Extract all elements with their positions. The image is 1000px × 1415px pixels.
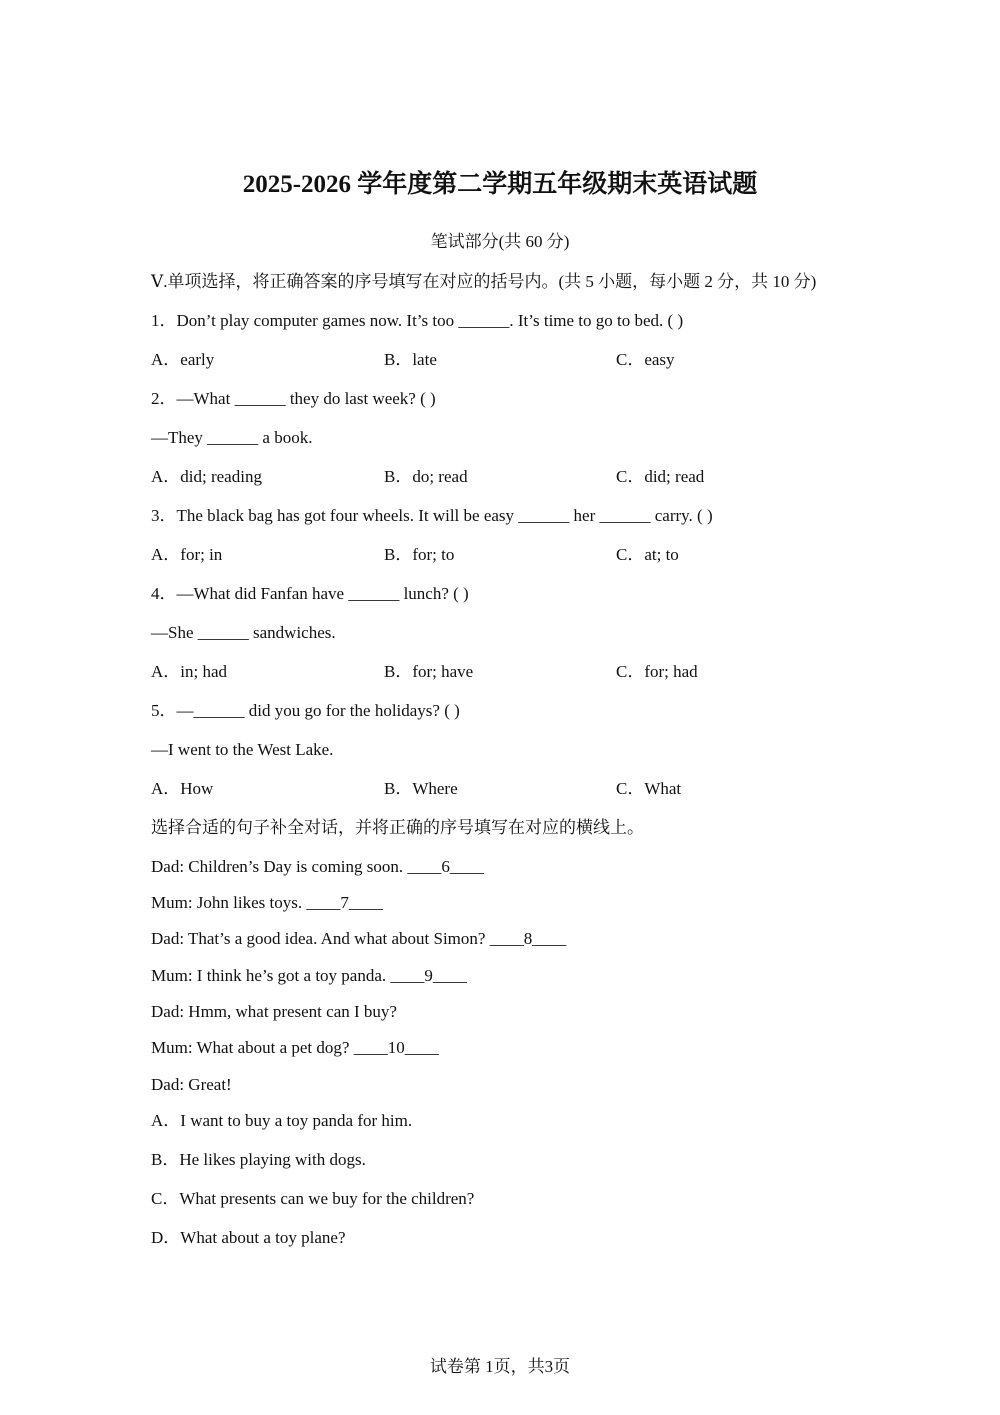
dialogue-line: Mum: What about a pet dog? ____10____ <box>151 1038 439 1057</box>
exam-subtitle: 笔试部分(共 60 分) <box>430 232 570 251</box>
dialogue-line: Mum: I think he’s got a toy panda. ____9____ <box>151 966 467 985</box>
question-3-option-a: A．for; in <box>151 545 223 564</box>
dialogue-line: Dad: Children’s Day is coming soon. ____6____ <box>151 857 484 876</box>
question-4-reply: —She ______ sandwiches. <box>151 623 336 642</box>
dialogue-line: Dad: That’s a good idea. And what about Simon? ____8____ <box>151 929 567 948</box>
question-5-option-b: B．Where <box>384 779 458 798</box>
question-2-option-b: B．do; read <box>384 467 468 486</box>
question-2-reply: —They ______ a book. <box>151 428 313 447</box>
question-3-stem: 3．The black bag has got four wheels. It will be easy ______ her ______ carry. ( ) <box>151 506 713 525</box>
dialogue-option-c: C．What presents can we buy for the children? <box>151 1189 475 1208</box>
question-2-option-a: A．did; reading <box>151 467 262 486</box>
dialogue-option-d: D．What about a toy plane? <box>151 1228 346 1247</box>
page-footer: 试卷第 1页，共3页 <box>429 1357 571 1376</box>
dialogue-option-b: B．He likes playing with dogs. <box>151 1150 366 1169</box>
question-1-option-a: A．early <box>151 350 215 369</box>
question-4-option-a: A．in; had <box>151 662 228 681</box>
dialogue-heading: 选择合适的句子补全对话，并将正确的序号填写在对应的横线上。 <box>151 818 644 837</box>
question-2-stem: 2．—What ______ they do last week? ( ) <box>151 389 436 408</box>
dialogue-line: Dad: Great! <box>151 1075 232 1094</box>
question-3-option-c: C．at; to <box>616 545 679 564</box>
dialogue-line: Mum: John likes toys. ____7____ <box>151 893 383 912</box>
question-1-option-c: C．easy <box>616 350 675 369</box>
question-5-stem: 5．—______ did you go for the holidays? ( ) <box>151 701 460 720</box>
question-4-stem: 4．—What did Fanfan have ______ lunch? ( ) <box>151 584 469 603</box>
question-1-stem: 1．Don’t play computer games now. It’s too ______. It’s time to go to bed. ( ) <box>151 311 684 330</box>
question-3-option-b: B．for; to <box>384 545 455 564</box>
question-1-option-b: B．late <box>384 350 437 369</box>
section-heading: Ⅴ.单项选择，将正确答案的序号填写在对应的括号内。(共 5 小题，每小题 2 分，共 10 分) <box>151 272 817 291</box>
question-5-option-a: A．How <box>151 779 214 798</box>
question-4-option-c: C．for; had <box>616 662 698 681</box>
question-4-option-b: B．for; have <box>384 662 474 681</box>
dialogue-line: Dad: Hmm, what present can I buy? <box>151 1002 397 1021</box>
dialogue-option-a: A．I want to buy a toy panda for him. <box>151 1111 413 1130</box>
question-2-option-c: C．did; read <box>616 467 705 486</box>
exam-title: 2025-2026 学年度第二学期五年级期末英语试题 <box>242 171 758 198</box>
question-5-reply: —I went to the West Lake. <box>151 740 334 759</box>
question-5-option-c: C．What <box>616 779 682 798</box>
